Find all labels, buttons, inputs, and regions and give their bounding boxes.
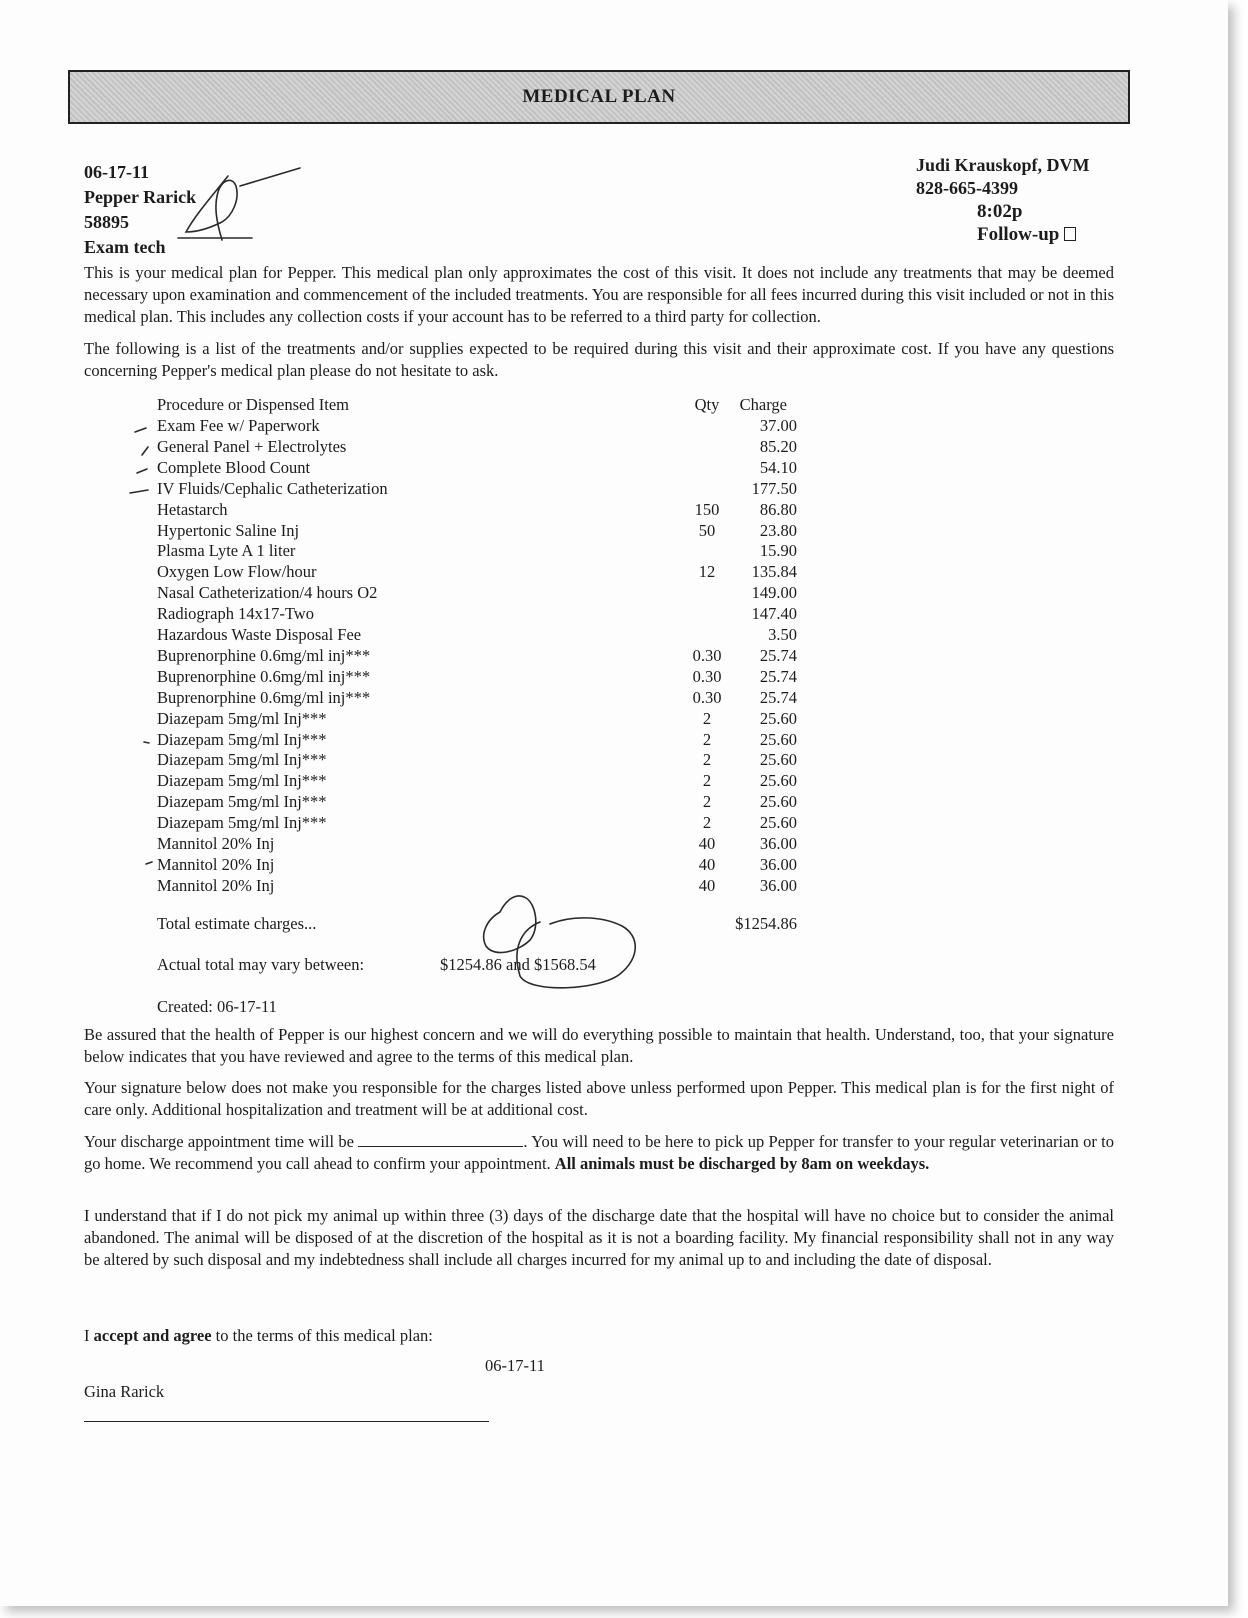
item-qty: 2 <box>702 792 712 812</box>
doctor-name: Judi Krauskopf, DVM <box>916 155 1090 175</box>
item-charge: 36.00 <box>759 854 797 874</box>
item-name: Exam Fee w/ Paperwork <box>157 416 320 435</box>
patient-name: Pepper Rarick <box>84 187 197 207</box>
item-check-mark-5 <box>144 742 149 743</box>
item-name: General Panel + Electrolytes <box>157 436 347 456</box>
column-header-charge: Charge <box>739 395 787 414</box>
exam-tech-initials <box>178 168 300 240</box>
total-label: Total estimate charges... <box>157 914 317 933</box>
item-name: Radiograph 14x17-Two <box>157 604 314 624</box>
page-title: MEDICAL PLAN <box>522 86 676 107</box>
column-header-item: Procedure or Dispensed Item <box>157 395 349 414</box>
intro-paragraph: This is your medical plan for Pepper. This medical plan only approximates the cost of this visit. It does not include any treatments that may be deemed necessary upon examination and commencement of the included treatments. You are responsible for all fees incurred during this visit included or not in this medical plan. This includes any collection costs if your account has to be referred to a third party for collection. <box>84 263 1114 326</box>
column-header-qty: Qty <box>694 395 720 414</box>
accept-pre: I <box>84 1326 90 1345</box>
item-charge: 25.60 <box>759 750 797 770</box>
item-charge: 25.74 <box>759 645 797 665</box>
item-name: Complete Blood Count <box>157 457 311 477</box>
item-charge: 36.00 <box>759 875 797 895</box>
item-charge: 36.00 <box>759 834 797 853</box>
item-check-mark-4 <box>130 490 148 493</box>
followup-label: Follow-up <box>977 224 1060 245</box>
doctor-phone: 828-665-4399 <box>916 178 1018 198</box>
accept-post: to the terms of this medical plan: <box>215 1326 433 1345</box>
item-check-mark-2 <box>142 447 148 455</box>
item-qty: 0.30 <box>692 666 722 686</box>
item-name: Hypertonic Saline Inj <box>157 520 300 540</box>
item-qty: 2 <box>702 813 712 833</box>
item-name: IV Fluids/Cephalic Catheterization <box>157 478 388 498</box>
discharge-pre: Your discharge appointment time will be <box>84 1132 355 1151</box>
item-qty: 0.30 <box>692 645 722 665</box>
item-charge: 25.74 <box>759 687 797 707</box>
item-qty: 40 <box>698 854 716 874</box>
discharge-rule: All animals must be discharged by 8am on weekdays. <box>554 1154 930 1173</box>
abandon-paragraph: I understand that if I do not pick my animal up within three (3) days of the discharge date that the hospital will have no choice but to consider the animal abandoned. The animal will be disposed of at the discretion of the hospital as it is not a boarding facility. My financial responsibility shall not in any way be altered by such disposal and my indebtedness shall include all charges incurred for my animal up to and including the date of disposal. <box>84 1206 1114 1269</box>
item-charge: 23.80 <box>759 520 797 540</box>
item-check-mark-1 <box>135 428 146 432</box>
list-paragraph: The following is a list of the treatments and/or supplies expected to be required during this visit and their approximate cost. If you have any questions concerning Pepper's medical plan please do not hesitate to ask. <box>84 339 1114 380</box>
visit-time: 8:02p <box>977 201 1023 222</box>
item-name: Diazepam 5mg/ml Inj*** <box>157 708 327 728</box>
item-check-mark-3 <box>137 469 147 473</box>
item-name: Nasal Catheterization/4 hours O2 <box>157 583 378 603</box>
signer-name: Gina Rarick <box>84 1382 165 1401</box>
item-charge: 25.60 <box>759 792 797 812</box>
signature-paragraph: Your signature below does not make you responsible for the charges listed above unless performed upon Pepper. This medical plan is for the first night of care only. Additional hospitalization and treatment will be at additional cost. <box>84 1078 1114 1119</box>
accept-bold: accept and agree <box>93 1326 212 1345</box>
signature-date: 06-17-11 <box>485 1356 545 1375</box>
item-name: Oxygen Low Flow/hour <box>157 562 317 582</box>
item-name: Hetastarch <box>157 499 228 519</box>
item-charge: 25.60 <box>759 729 797 749</box>
item-qty: 0.30 <box>692 687 722 707</box>
item-name: Buprenorphine 0.6mg/ml inj*** <box>157 666 371 686</box>
vary-label: Actual total may vary between: <box>157 955 365 974</box>
item-qty: 40 <box>698 875 716 895</box>
item-name: Mannitol 20% Inj <box>157 854 275 874</box>
assured-paragraph: Be assured that the health of Pepper is our highest concern and we will do everything possible to maintain that health. Understand, too, that your signature below indicates that you have reviewed and agree to the terms of this medical plan. <box>84 1025 1114 1066</box>
item-charge: 54.10 <box>759 457 797 477</box>
item-name: Buprenorphine 0.6mg/ml inj*** <box>157 687 371 707</box>
item-qty: 2 <box>702 729 712 749</box>
item-charge: 37.00 <box>759 416 797 435</box>
item-name: Diazepam 5mg/ml Inj*** <box>157 729 327 749</box>
item-name: Mannitol 20% Inj <box>157 834 275 853</box>
item-name: Mannitol 20% Inj <box>157 875 275 895</box>
discharge-post: . You will need to be here to pick up Pepper for transfer to your regular veterinarian or to go home. We recommend you call ahead to confirm your appointment. <box>84 1132 1115 1173</box>
item-charge: 3.50 <box>768 625 797 644</box>
item-charge: 25.60 <box>759 708 797 728</box>
item-charge: 135.84 <box>751 562 797 582</box>
item-name: Diazepam 5mg/ml Inj*** <box>157 792 327 812</box>
patient-id: 58895 <box>84 212 129 232</box>
item-qty: 2 <box>702 708 712 728</box>
item-qty: 150 <box>694 499 720 519</box>
item-name: Diazepam 5mg/ml Inj*** <box>157 771 327 791</box>
item-qty: 2 <box>702 750 712 770</box>
item-charge: 25.60 <box>759 771 797 791</box>
item-qty: 2 <box>702 771 712 791</box>
exam-tech-label: Exam tech <box>84 237 166 257</box>
item-charge: 15.90 <box>759 541 797 561</box>
item-name: Diazepam 5mg/ml Inj*** <box>157 750 327 770</box>
vary-value: $1254.86 and $1568.54 <box>440 955 596 974</box>
item-qty: 50 <box>698 520 716 540</box>
item-qty: 12 <box>698 562 716 582</box>
item-charge: 25.60 <box>759 813 797 833</box>
total-circle-mark <box>484 896 636 988</box>
item-charge: 85.20 <box>759 436 797 456</box>
item-name: Buprenorphine 0.6mg/ml inj*** <box>157 645 371 665</box>
item-charge: 177.50 <box>751 478 797 498</box>
visit-date: 06-17-11 <box>84 162 149 182</box>
item-name: Diazepam 5mg/ml Inj*** <box>157 813 327 833</box>
item-name: Hazardous Waste Disposal Fee <box>157 625 362 644</box>
item-charge: 25.74 <box>759 666 797 686</box>
total-value: $1254.86 <box>735 914 797 933</box>
item-name: Plasma Lyte A 1 liter <box>157 541 296 561</box>
item-charge: 149.00 <box>751 583 797 603</box>
item-charge: 86.80 <box>759 499 797 519</box>
item-charge: 147.40 <box>751 604 797 624</box>
item-qty: 40 <box>698 834 716 853</box>
created-date: Created: 06-17-11 <box>157 997 277 1016</box>
item-check-mark-6 <box>146 862 152 864</box>
